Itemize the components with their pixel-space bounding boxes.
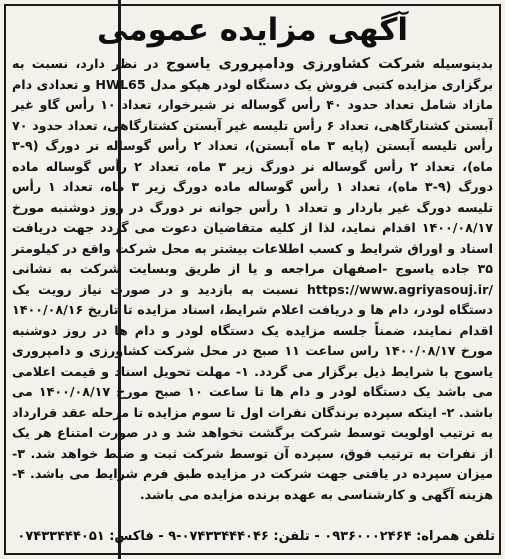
mobile-label: تلفن همراه: xyxy=(411,529,495,544)
notice-title: آگهی مزایده عمومی xyxy=(97,12,408,48)
mobile-number: ۰۹۳۶۰۰۰۲۴۶۴ xyxy=(324,529,412,544)
body-intro: بدینوسیله xyxy=(425,56,494,71)
body-part-2: نسبت به بازدید و در صورت نیاز رویت یک دستگاه لودر، دام ها و دریافت اعلام شرایط، اسناد مزایده تا تاریخ ۱۴۰۰/۰۸/۱۶ اقدام نمایند، ضمناً جلسه مزایده یک دستگاه لودر و دام ها در روز دوشنبه مورخ ۱۴۰۰/۰۸/۱۷ راس ساعت ۱۱ صبح در محل شرکت کشاورزی و دامپروری یاسوج با شرایط ذیل برگزار می گردد. ۱- مهلت تحویل اسناد و قیمت اعلامی می باشد یک دستگاه لودر و دام ها تا ساعت ۱۰ صبح مورخ ۱۴۰۰/۰۸/۱۷ می باشد. ۲- اینکه سپرده برندگان نفرات اول تا سوم مزایده تا مرحله عقد قرارداد به ترتیب اولویت توسط شرکت برگشت نخواهد شد و در صورت امتناع هر یک از نفرات به ترتیب فوق، سپرده آن توسط شرکت ثبت و ضبط خواهد شد. ۳- میزان سپرده در یافتی جهت شرکت در مزایده طبق فرم شرایط می باشد. ۴- هزینه آگهی و کارشناسی به عهده برنده مزایده می باشد. xyxy=(12,281,494,502)
notice-body xyxy=(12,54,493,505)
company-name: شرکت کشاورزی ودامپروری یاسوج xyxy=(165,56,426,72)
phone-number: ۰۷۴۳۳۴۴۴۰۴۶-۹ xyxy=(168,529,269,544)
fax-number: ۰۷۴۳۳۴۴۴۰۵۱ xyxy=(17,529,105,544)
website-link: https://www.agriyasouj.ir/ xyxy=(306,281,493,297)
contact-footer xyxy=(10,525,495,549)
fax-label: - فاکس: xyxy=(104,529,169,544)
title-area xyxy=(0,8,505,52)
body-part-1: در نظر دارد، نسبت به برگزاری مزایده کتبی فروش یک دستگاه لودر هپکو مدل HWL65 و تعدادی دام مازاد شامل تعداد حدود ۴۰ رأس گوساله نر شیرخوار، تعداد ۱۰ رأس گاو غیر آبستن کشتارگاهی، تعداد ۶ رأس تلیسه غیر آبستن کشتارگاهی، تعداد حدود ۷۰ رأس تلیسه آبستن (پایه ۳ ماه آبستن)، تعداد ۲ رأس گوساله نر دورگ (۹-۳ ماه)، تعداد ۲ رأس گوساله نر دورگ زیر ۳ ماه، تعداد ۲ رأس گوساله ماده دورگ (۹-۳ ماه)، تعداد ۱ رأس گوساله ماده دورگ زیر ۳ ماه، تعداد ۱ رأس تلیسه دورگ غیر باردار و تعداد ۱ رأس جوانه نر دورگ در روز دوشنبه مورخ ۱۴۰۰/۰۸/۱۷ اقدام نماید، لذا از کلیه متقاضیان دعوت می گردد جهت دریافت اسناد و اوراق شرایط و کسب اطلاعات بیشتر به محل شرکت واقع در کیلومتر ۳۵ جاده یاسوج -اصفهان مراجعه و یا از طریق وبسایت شرکت به نشانی xyxy=(12,56,494,276)
phone-label: - تلفن: xyxy=(268,529,325,544)
